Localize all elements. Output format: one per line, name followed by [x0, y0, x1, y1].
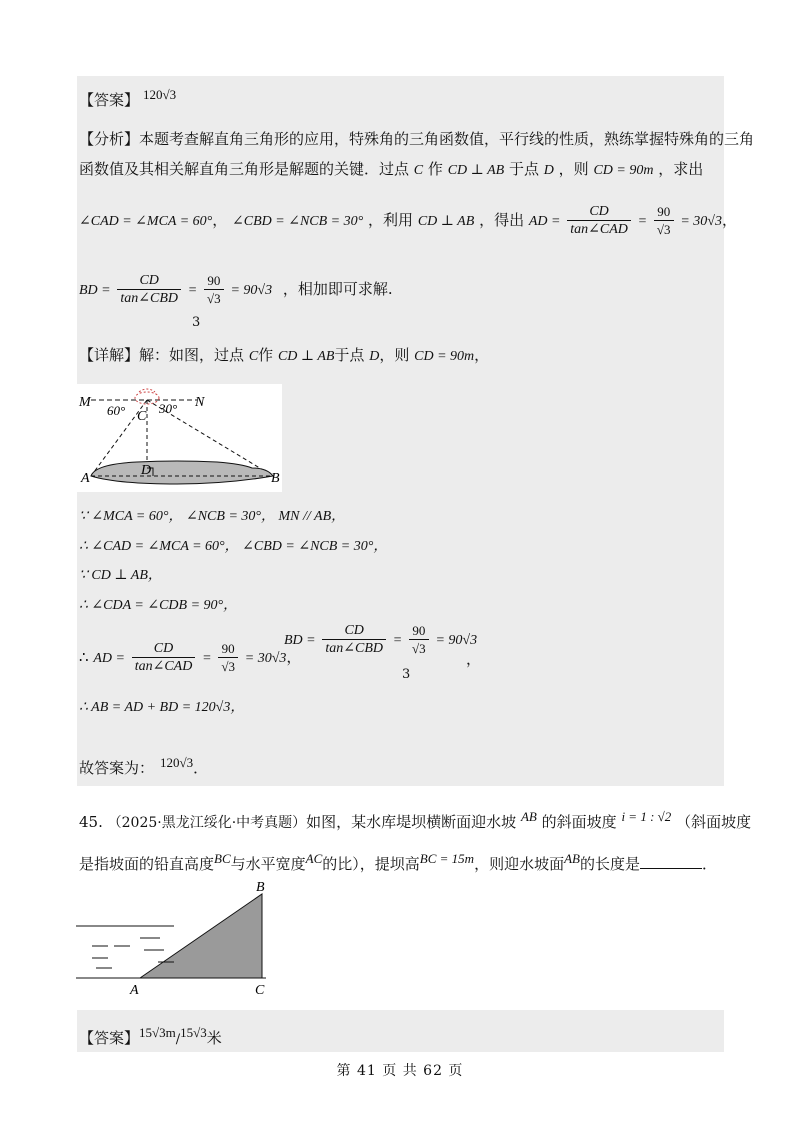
fig2-label-A: A: [130, 983, 139, 998]
math-cd-perp-ab: CD ⊥ AB: [447, 163, 505, 178]
fig1-label-M: M: [79, 395, 91, 410]
detail-step-3: ∵ CD ⊥ AB，: [79, 568, 162, 583]
detail-step-5: ∴ AD = $\frac{CD}{\text{tan∠CAD}}$ = $\frac{90}{√3}$ = 30√3，: [79, 641, 302, 674]
page-footer: 第 41 页 共 62 页: [336, 1063, 464, 1079]
analysis-text-1: 本题考查解直角三角形的应用，特殊角的三角函数值，平行线的性质，熟练掌握特殊角的三角: [139, 130, 755, 148]
math-bd-eq: BD =: [79, 283, 111, 298]
q45-line-1: 45. （2025·黑龙江绥化·中考真题）如图，某水库堤坝横断面迎水坡 $^{AB}$ 的斜面坡度 $^{i = 1 : √2}$ （斜面坡度: [79, 809, 752, 831]
fraction-90-r3: $\frac{90}{√3}$: [654, 204, 674, 238]
detail-final: 故答案为： $^{120√3}$．: [79, 755, 209, 777]
fraction-90-r3-b: $\frac{90}{√3}$: [204, 273, 224, 307]
math-cad-mca: ∠CAD = ∠MCA = 60°: [79, 214, 213, 229]
stray-three: 3: [192, 315, 201, 330]
analysis-line-3: ∠CAD = ∠MCA = 60°， ∠CBD = ∠NCB = 30° ，利用 CD ⊥ AB ，得出 AD = $\frac{CD}{\text{tan∠CAD}}$ = $\frac{90}{√3}$ = 30√3，: [79, 204, 737, 237]
stray-three-2: 3: [402, 667, 411, 682]
analysis-text-3d: ，得出: [479, 211, 525, 229]
q45-source: （2025·黑龙江绥化·中考真题）: [107, 815, 307, 831]
answer-line-1: [79, 84, 176, 111]
fig2-label-C: C: [255, 983, 265, 998]
analysis-line-2: [79, 158, 703, 182]
detail-label: 【详解】: [79, 346, 140, 364]
q45-number: 45.: [79, 813, 103, 831]
fig1-label-C: C: [137, 409, 147, 424]
answer-label: 【答案】: [79, 91, 140, 109]
analysis-label: 【分析】: [79, 130, 140, 148]
comma-after-bd: ，: [466, 650, 482, 668]
fig1-label-A: A: [81, 471, 90, 486]
fraction-cd-tan-cad: $\frac{CD}{\text{tan∠CAD}}$: [567, 204, 631, 238]
math-cd-90: CD = 90m: [593, 163, 654, 178]
answer-value: 120√3: [143, 87, 177, 102]
math-C: C: [413, 163, 424, 178]
analysis-text-2d: ，则: [558, 160, 589, 178]
math-D: D: [543, 163, 554, 178]
detail-step-1: ∵ ∠MCA = 60°， ∠NCB = 30°， MN // AB，: [79, 509, 346, 524]
math-30r3: = 30√3: [680, 214, 722, 229]
analysis-text-2c: 于点: [508, 160, 539, 178]
fig1-label-D: D: [141, 463, 152, 478]
fig1-label-30: 30°: [159, 401, 178, 416]
answer-line-2: 【答案】$^{15√3m}$/$^{15√3}$米: [79, 1025, 222, 1047]
answer2-label: 【答案】: [79, 1029, 140, 1047]
dam-diagram: [74, 880, 274, 1000]
analysis-line-4: BD = $\frac{CD}{\text{tan∠CBD}}$ = $\frac{90}{√3}$ = 90√3 ，相加即可求解.: [79, 273, 393, 306]
fraction-cd-tan-cbd: $\frac{CD}{\text{tan∠CBD}}$: [117, 273, 181, 307]
detail-step-2: ∴ ∠CAD = ∠MCA = 60°， ∠CBD = ∠NCB = 30°，: [79, 539, 388, 554]
fig2-label-B: B: [256, 880, 265, 895]
math-cbd-ncb: ∠CBD = ∠NCB = 30°: [232, 214, 364, 229]
detail-step-6: ∴ AB = AD + BD = 120√3，: [79, 700, 245, 715]
math-ad-eq: AD =: [528, 214, 561, 229]
math-cd-perp-ab-2: CD ⊥ AB: [417, 214, 475, 229]
answer-blank: [640, 854, 702, 869]
q45-line-2: 是指坡面的铅直高度$^{BC}$与水平宽度$^{AC}$的比），提坝高$^{BC = 15m}$，则迎水坡面$^{AB}$的长度是 ．: [79, 851, 718, 873]
analysis-text-2a: 函数值及其相关解直角三角形是解题的关键．过点: [79, 160, 410, 178]
fig1-label-B: B: [271, 471, 280, 486]
detail-step-5b: BD = $\frac{CD}{\text{tan∠CBD}}$ = $\frac{90}{√3}$ = 90√3: [284, 623, 478, 656]
analysis-text-2b: 作: [427, 160, 443, 178]
lake-diagram: [77, 384, 282, 492]
detail-intro: 【详解】解：如图，过点 C作 CD ⊥ AB于点 D，则 CD = 90m，: [79, 346, 490, 364]
analysis-tail: ，相加即可求解.: [282, 280, 393, 298]
fig1-label-N: N: [195, 395, 205, 410]
detail-step-4: ∴ ∠CDA = ∠CDB = 90°，: [79, 598, 238, 613]
analysis-line-1: [79, 128, 754, 150]
fig1-label-60: 60°: [107, 403, 126, 418]
analysis-text-2e: ，求出: [658, 160, 704, 178]
analysis-text-3c: ，利用: [368, 211, 414, 229]
math-90r3: = 90√3: [230, 283, 273, 298]
